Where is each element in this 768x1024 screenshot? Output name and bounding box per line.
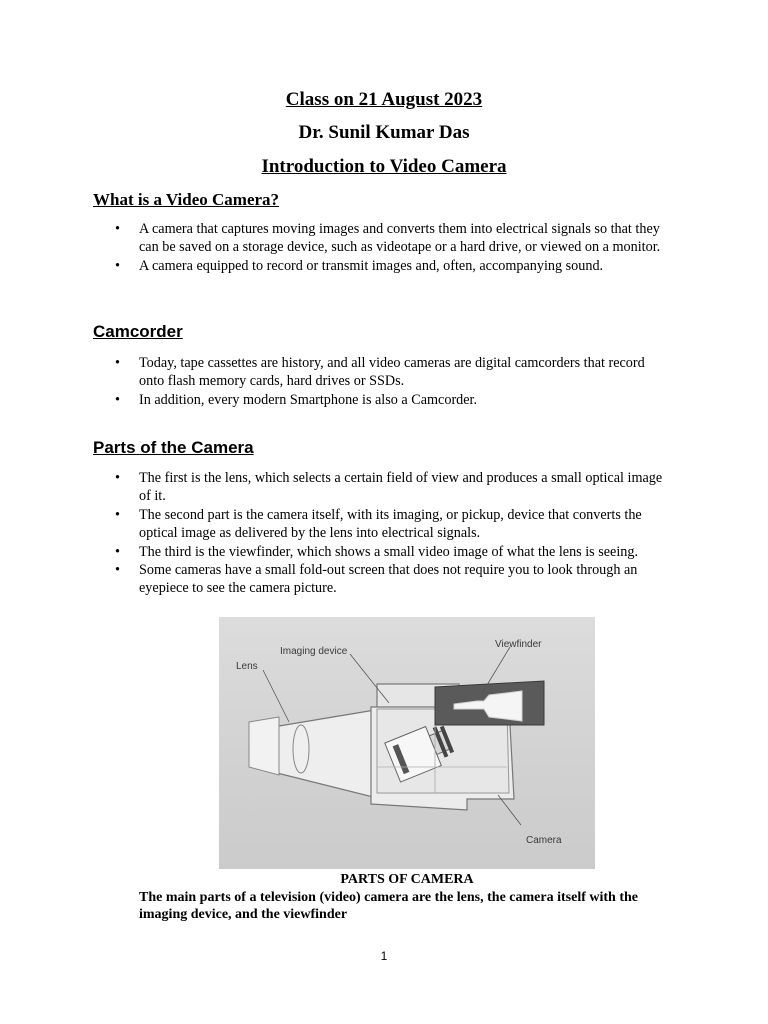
bullet-list-parts: [93, 469, 673, 598]
camera-parts-figure: [219, 617, 595, 869]
figure-caption: The main parts of a television (video) camera are the lens, the camera itself with the imaging device, and the viewfinder: [139, 890, 638, 922]
list-item: • The third is the viewfinder, which shows a small video image of what the lens is seeing.: [93, 543, 673, 561]
list-item: • Some cameras have a small fold-out screen that does not require you to look through an eyepiece to see the camera picture.: [93, 561, 673, 598]
list-item: • In addition, every modern Smartphone is also a Camcorder.: [93, 391, 673, 409]
lens-shape: [249, 709, 381, 799]
list-item: • The first is the lens, which selects a certain field of view and produces a small optical image of it.: [93, 469, 673, 506]
list-item: • A camera equipped to record or transmit images and, often, accompanying sound.: [93, 257, 673, 275]
camera-label: Camera: [526, 835, 562, 846]
list-item: • A camera that captures moving images and converts them into electrical signals so that they can be saved on a storage device, such as videotape or a hard drive, or viewed on a monitor.: [93, 220, 673, 257]
section-heading-what-is: What is a Video Camera?: [93, 190, 280, 209]
figure-caption-title: PARTS OF CAMERA: [340, 872, 474, 887]
viewfinder-shape: [435, 681, 544, 725]
list-item: • The second part is the camera itself, with its imaging, or pickup, device that converts the optical image as delivered by the lens into electrical signals.: [93, 506, 673, 543]
camera-diagram: [219, 617, 595, 869]
imaging-device-label: Imaging device: [280, 646, 348, 657]
page-number: 1: [380, 949, 388, 963]
page-title-topic: Introduction to Video Camera: [261, 156, 507, 177]
section-heading-camcorder: Camcorder: [93, 322, 183, 341]
lens-label: Lens: [236, 661, 258, 672]
bullet-list-camcorder: [93, 354, 673, 409]
list-item: • Today, tape cassettes are history, and all video cameras are digital camcorders that record onto flash memory cards, hard drives or SSDs.: [93, 354, 673, 391]
section-heading-parts: Parts of the Camera: [93, 438, 254, 457]
viewfinder-label: Viewfinder: [495, 639, 542, 650]
page-title-date: Class on 21 August 2023: [285, 89, 483, 110]
bullet-list-what-is: [93, 220, 673, 275]
page-title-author: Dr. Sunil Kumar Das: [298, 122, 470, 143]
